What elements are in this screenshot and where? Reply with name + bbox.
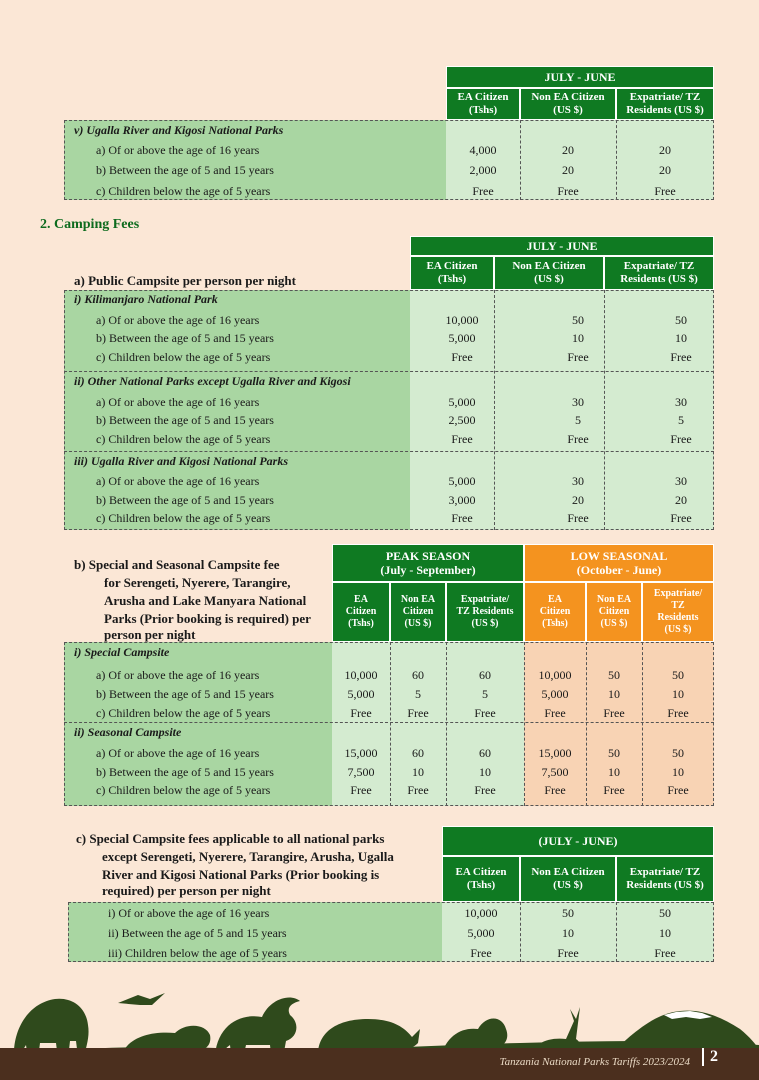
t2-cell: Free [451,511,473,525]
t3-cell: 60 [412,746,424,760]
t3-cell: Free [474,706,496,720]
t2-cell: 5 [678,413,684,427]
t3-cell: 50 [608,668,620,682]
t2-hline [64,371,714,372]
t2-cell: 3,000 [448,493,476,507]
t1-period-header: JULY - JUNE [446,66,714,88]
t3-col-header [446,582,524,642]
t3-vline [642,642,643,806]
t3-cell: Free [350,783,372,797]
t3-col-header [390,582,446,642]
t3-cell: 10 [608,687,620,701]
t4-row-label: i) Of or above the age of 16 years [108,906,270,920]
t3-title-line: Parks (Prior booking is required) per [104,611,311,626]
t3-cell: 5,000 [541,687,569,701]
t2-cell: 5,000 [448,474,476,488]
t3-cell: 10 [479,765,491,779]
t2-period-header: JULY - JUNE [410,236,714,256]
t1-cell: Free [654,184,676,198]
t3-col-header [524,582,586,642]
t2-cell: 30 [572,395,584,409]
t4-title-line: except Serengeti, Nyerere, Tarangire, Arusha, Ugalla [102,849,394,864]
t3-cell: 60 [479,746,491,760]
t3-title-line: person per night [104,627,196,642]
t2-cell: Free [567,350,589,364]
t1-cell: 20 [562,143,574,157]
t1-col-header-text: EA Citizen (Tshs) [457,90,509,116]
peak-season-header [332,544,524,582]
t2-row-label: a) Of or above the age of 16 years [96,474,260,488]
t3-cell: 7,500 [347,765,375,779]
t1-cell: 20 [659,143,671,157]
t2-title: a) Public Campsite per person per night [74,273,296,288]
t2-col-header-text: Expatriate/ TZ Residents (US $) [620,259,698,285]
t4-cell: Free [654,946,676,960]
t1-cell: Free [557,184,579,198]
t3-cell: 10 [412,765,424,779]
t3-cell: 10 [672,765,684,779]
t3-cell: 50 [672,668,684,682]
t3-title-line: b) Special and Seasonal Campsite fee [74,557,280,572]
t3-col-header [586,582,642,642]
t4-cell: Free [470,946,492,960]
t2-hline [64,451,714,452]
t3-cell: Free [407,783,429,797]
t2-row-label: a) Of or above the age of 16 years [96,313,260,327]
t3-cell: Free [350,706,372,720]
t1-row-label: b) Between the age of 5 and 15 years [96,163,274,177]
t1-col-header-text: Non EA Citizen (US $) [531,90,605,116]
t3-cell: 50 [608,746,620,760]
t2-cell: 10,000 [445,313,479,327]
t4-title-line: c) Special Campsite fees applicable to all national parks [76,831,385,846]
t3-col-header-text: Expatriate/ TZ Residents (US $) [456,594,514,629]
t3-cell: 60 [479,668,491,682]
t3-cell: Free [603,783,625,797]
t4-row-label: iii) Children below the age of 5 years [108,946,287,960]
t3-row-label: a) Of or above the age of 16 years [96,746,260,760]
t2-cell: Free [451,432,473,446]
t2-col-header [410,256,494,290]
t2-cell: 10 [675,331,687,345]
t2-row-label: b) Between the age of 5 and 15 years [96,493,274,507]
t4-col-header-text: EA Citizen (Tshs) [455,865,507,891]
t2-group-name: i) Kilimanjaro National Park [74,292,218,306]
t4-cell: 10 [659,926,671,940]
t2-cell: Free [567,511,589,525]
t3-cell: 10,000 [538,668,572,682]
section-title: 2. Camping Fees [40,217,140,232]
t2-cell: 30 [675,474,687,488]
t3-col-header-text: EA Citizen (Tshs) [539,594,571,629]
t4-col-header [520,856,616,902]
t2-row-label: c) Children below the age of 5 years [96,350,271,364]
t2-cell: Free [670,350,692,364]
low-season-text: (October - June) [576,563,662,577]
t3-vline [390,642,391,806]
t3-outline [64,642,714,806]
t2-cell: Free [670,511,692,525]
peak-season-text: PEAK SEASON [385,548,471,563]
t3-col-header [642,582,714,642]
t1-col-header-text: Expatriate/ TZ Residents (US $) [626,90,704,116]
t2-cell: 5 [575,413,581,427]
page-number: 2 [702,1048,718,1066]
t3-row-label: c) Children below the age of 5 years [96,706,271,720]
t3-cell: 10 [608,765,620,779]
t3-cell: 60 [412,668,424,682]
low-season-header [524,544,714,582]
t1-col-header [446,88,520,120]
t4-cell: 50 [562,906,574,920]
t3-cell: Free [544,706,566,720]
t3-cell: Free [474,783,496,797]
t3-col-header-text: EA Citizen (Tshs) [345,594,377,629]
t3-cell: 15,000 [344,746,378,760]
t1-cell: 20 [562,163,574,177]
t1-cell: 2,000 [469,163,497,177]
t1-cell: 20 [659,163,671,177]
t4-row-label: ii) Between the age of 5 and 15 years [108,926,287,940]
t2-cell: 10 [572,331,584,345]
t1-cell: Free [472,184,494,198]
t3-row-label: b) Between the age of 5 and 15 years [96,765,274,779]
t4-cell: Free [557,946,579,960]
t3-hline [64,722,714,723]
t2-cell: 5,000 [448,331,476,345]
t4-col-header-text: Expatriate/ TZ Residents (US $) [626,865,704,891]
t3-row-label: b) Between the age of 5 and 15 years [96,687,274,701]
t2-row-label: c) Children below the age of 5 years [96,432,271,446]
t3-col-header-text: Expatriate/ TZ Residents (US $) [653,588,703,635]
t2-cell: 20 [572,493,584,507]
t3-cell: 5 [415,687,421,701]
t3-cell: 10,000 [344,668,378,682]
t2-cell: 30 [675,395,687,409]
t1-row-label: c) Children below the age of 5 years [96,184,271,198]
t4-col-header [442,856,520,902]
t4-cell: 50 [659,906,671,920]
t3-cell: Free [407,706,429,720]
t3-row-label: a) Of or above the age of 16 years [96,668,260,682]
t2-cell: 5,000 [448,395,476,409]
t3-cell: Free [667,783,689,797]
t3-vline [446,642,447,806]
t3-col-header-text: Non EA Citizen (US $) [596,594,632,629]
t3-title-line: Arusha and Lake Manyara National [104,593,307,608]
t1-row-label: a) Of or above the age of 16 years [96,143,260,157]
t2-cell: Free [670,432,692,446]
t1-col-header [520,88,616,120]
bird-icon [118,993,165,1005]
t1-cell: 4,000 [469,143,497,157]
t2-group-name: iii) Ugalla River and Kigosi National Parks [74,454,289,468]
t3-cell: 15,000 [538,746,572,760]
t2-col-header [604,256,714,290]
t3-row-label: c) Children below the age of 5 years [96,783,271,797]
t2-row-label: b) Between the age of 5 and 15 years [96,331,274,345]
t3-group-name: i) Special Campsite [74,645,170,659]
t3-cell: 5 [482,687,488,701]
t4-col-header-text: Non EA Citizen (US $) [531,865,605,891]
t2-cell: Free [567,432,589,446]
t4-cell: 10 [562,926,574,940]
t2-col-header-text: Non EA Citizen (US $) [512,259,586,285]
t4-col-header [616,856,714,902]
peak-season-text: (July - September) [380,563,476,577]
t2-cell: 50 [572,313,584,327]
t3-cell: Free [603,706,625,720]
t2-row-label: a) Of or above the age of 16 years [96,395,260,409]
t2-cell: 50 [675,313,687,327]
t4-title-line: River and Kigosi National Parks (Prior booking is [102,867,380,882]
t1-group-name: v) Ugalla River and Kigosi National Parks [74,123,284,137]
footer-title: Tanzania National Parks Tariffs 2023/2024 [499,1056,690,1068]
t1-col-header [616,88,714,120]
t3-cell: 7,500 [541,765,569,779]
t3-title-line: for Serengeti, Nyerere, Tarangire, [104,575,291,590]
t2-group-name: ii) Other National Parks except Ugalla River and Kigosi [74,374,351,388]
t2-cell: 20 [675,493,687,507]
t3-cell: 5,000 [347,687,375,701]
t3-col-header-text: Non EA Citizen (US $) [400,594,436,629]
t3-vline [586,642,587,806]
t2-row-label: c) Children below the age of 5 years [96,511,271,525]
t4-cell: 5,000 [467,926,495,940]
t3-col-header [332,582,390,642]
t3-vline [524,642,525,806]
t3-cell: Free [667,706,689,720]
t2-col-header [494,256,604,290]
t3-cell: Free [544,783,566,797]
t3-cell: 50 [672,746,684,760]
t3-cell: 10 [672,687,684,701]
t2-cell: Free [451,350,473,364]
low-season-text: LOW SEASONAL [570,548,668,563]
t4-cell: 10,000 [464,906,498,920]
t4-title-line: required) per person per night [102,883,271,898]
t2-cell: 2,500 [448,413,476,427]
t2-cell: 30 [572,474,584,488]
t2-col-header-text: EA Citizen (Tshs) [426,259,478,285]
t2-row-label: b) Between the age of 5 and 15 years [96,413,274,427]
t3-group-name: ii) Seasonal Campsite [74,725,182,739]
t4-period-header: (JULY - JUNE) [442,826,714,856]
